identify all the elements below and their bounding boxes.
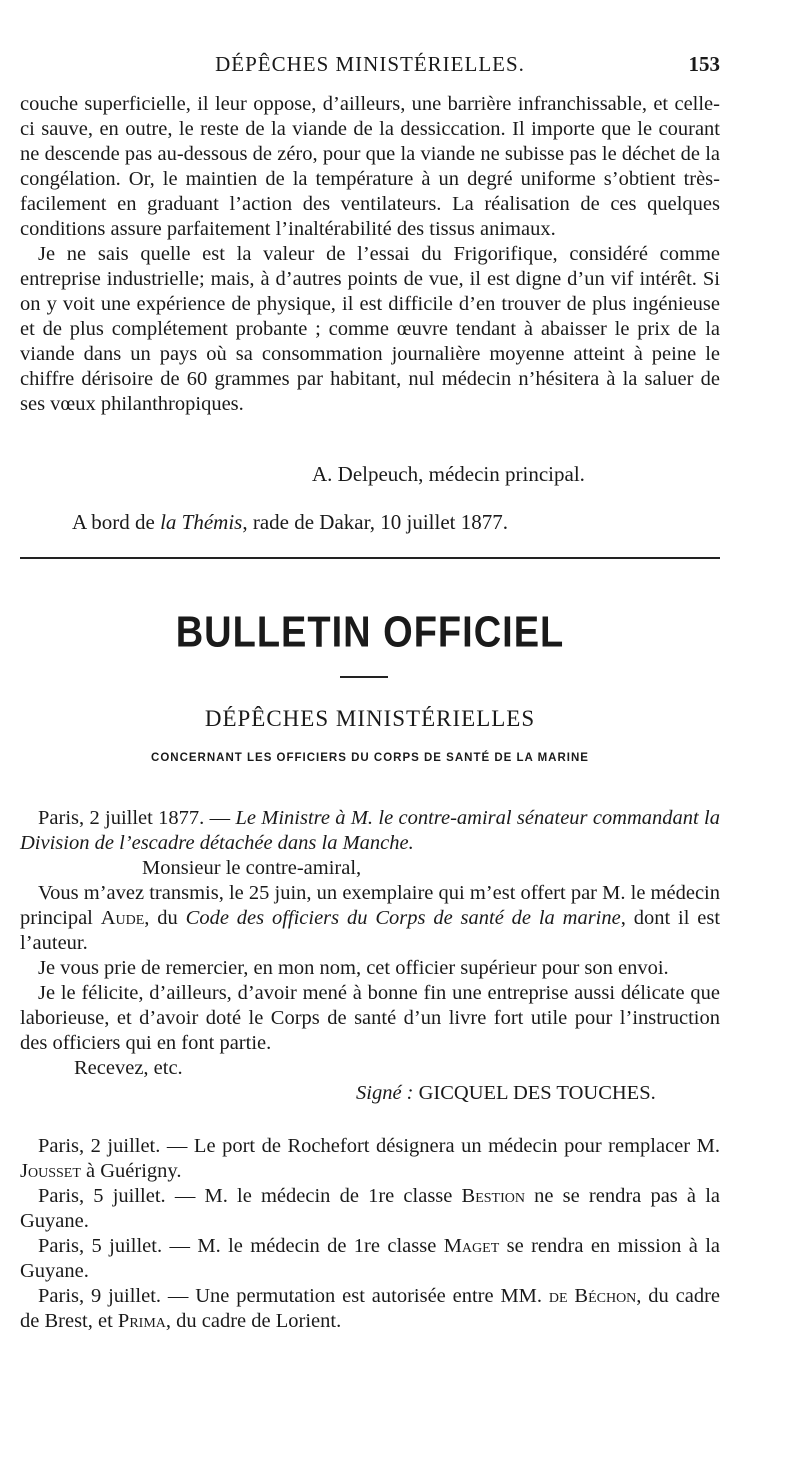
- place-date-prefix: A bord de: [72, 510, 161, 534]
- dispatch-paragraph-2: Je vous prie de remercier, en mon nom, cet officier supérieur pour son envoi.: [38, 957, 669, 979]
- book-title: Code des officiers du Corps de santé de la marine: [185, 907, 621, 929]
- notice-2-text-b: ne se rendra pas à la Guyane.: [20, 1185, 720, 1232]
- dispatch-paragraph-3: Je le félicite, d’ailleurs, d’avoir mené à bonne fin une entreprise aussi délicate que laborieuse, et d’avoir doté le Corps de santé d’un livre fort utile pour l’instruction des officiers qui en font partie.: [20, 982, 720, 1054]
- paragraph-frigorifique-text: Je ne sais quelle est la valeur de l’essai du Frigorifique, considéré comme entreprise industrielle; mais, à d’autres points de vue, il est digne d’un vif intérêt. Si on y voit une expérience de physique, il est difficile d’en trouver de plus ingénieuse et de plus complétement probante ; comme œuvre tendant à abaisser le prix de la viande dans un pays où sa consommation journalière moyenne atteint à peine le chiffre dérisoire de 60 grammes par habitant, nul médecin n’hésitera à la saluer de ses vœux philanthropiques.: [20, 243, 720, 415]
- paragraph-frigorifique: [20, 242, 720, 417]
- paragraph-continuation: couche superficielle, il leur oppose, d’ailleurs, une barrière infranchissable, et celle-ci sauve, en outre, le reste de la viande de la dessiccation. Il importe que le courant ne descende pas au-dessous de zéro, pour que la viande ne subisse pas le déchet de la congélation. Or, le maintien de la température à un degré uniforme s’obtient très-facilement en graduant l’action des ventilateurs. La réalisation de ces quelques conditions assure parfaitement l’inaltérabilité des tissus animaux.: [20, 93, 720, 240]
- dispatch-signature: [20, 1081, 720, 1106]
- running-header: [20, 52, 720, 80]
- dispatch-closing: Recevez, etc.: [74, 1057, 183, 1079]
- notice-3-name: Maget: [443, 1235, 500, 1257]
- dispatch-p1-b: , du: [144, 907, 186, 929]
- notice-item: [20, 1134, 720, 1184]
- signed-label: Signé :: [356, 1082, 419, 1104]
- notice-1-name: Jousset: [20, 1160, 81, 1182]
- notice-4-text-b: , du cadre de Brest, et: [20, 1285, 720, 1332]
- page-number: 153: [688, 52, 720, 76]
- notice-3-text-a: Paris, 5 juillet. — M. le médecin de 1re classe: [38, 1235, 444, 1257]
- notice-1-text-b: à Guérigny.: [80, 1160, 182, 1182]
- notice-4-name-2: Prima: [117, 1310, 166, 1332]
- bulletin-title: BULLETIN OFFICIEL: [175, 608, 565, 658]
- section-divider: [20, 557, 720, 559]
- author-signature: A. Delpeuch, médecin principal.: [312, 462, 585, 486]
- section-subtitle: CONCERNANT LES OFFICIERS DU CORPS DE SANTÉ DE LA MARINE: [151, 752, 589, 764]
- notice-2-text-a: Paris, 5 juillet. — M. le médecin de 1re classe: [38, 1185, 462, 1207]
- top-text-block: [20, 92, 720, 417]
- dispatch-p1-a: Vous m’avez transmis, le 25 juin, un exemplaire qui m’est offert par M. le médecin principal: [20, 882, 720, 929]
- signed-name: GICQUEL DES TOUCHES.: [418, 1082, 656, 1104]
- dispatch-paragraph-1: [20, 881, 720, 956]
- author-name-aude: Aude: [100, 907, 145, 929]
- notice-4-text-c: , du cadre de Lorient.: [165, 1310, 342, 1332]
- notices-block: [20, 1134, 720, 1334]
- dispatch-block: [20, 806, 720, 1106]
- place-date-line: [72, 510, 508, 535]
- title-underline: [340, 676, 388, 678]
- section-title: DÉPÊCHES MINISTÉRIELLES: [204, 706, 536, 731]
- notice-4-text-a: Paris, 9 juillet. — Une permutation est autorisée entre MM.: [38, 1285, 549, 1307]
- notice-item: [20, 1284, 720, 1334]
- notice-1-text-a: Paris, 2 juillet. — Le port de Rochefort désignera un médecin pour remplacer M.: [38, 1135, 720, 1157]
- ship-name: la Thémis: [160, 510, 243, 534]
- notice-3-text-b: se rendra en mission à la Guyane.: [20, 1235, 720, 1282]
- place-date-suffix: , rade de Dakar, 10 juillet 1877.: [242, 510, 509, 534]
- notice-item: [20, 1184, 720, 1234]
- dispatch-salutation: Monsieur le contre-amiral,: [142, 857, 362, 879]
- dispatch-heading: [20, 806, 720, 856]
- notice-item: [20, 1234, 720, 1284]
- dispatch-addressee: Le Ministre à M. le contre-amiral sénateur commandant la Division de l’escadre détachée dans la Manche.: [20, 807, 721, 854]
- notice-2-name: Bestion: [461, 1185, 525, 1207]
- running-header-title: DÉPÊCHES MINISTÉRIELLES.: [215, 52, 525, 76]
- notice-4-name: de Béchon: [548, 1285, 637, 1307]
- dispatch-date: Paris, 2 juillet 1877. —: [38, 807, 236, 829]
- dispatch-p1-c: , dont il est l’auteur.: [20, 907, 721, 954]
